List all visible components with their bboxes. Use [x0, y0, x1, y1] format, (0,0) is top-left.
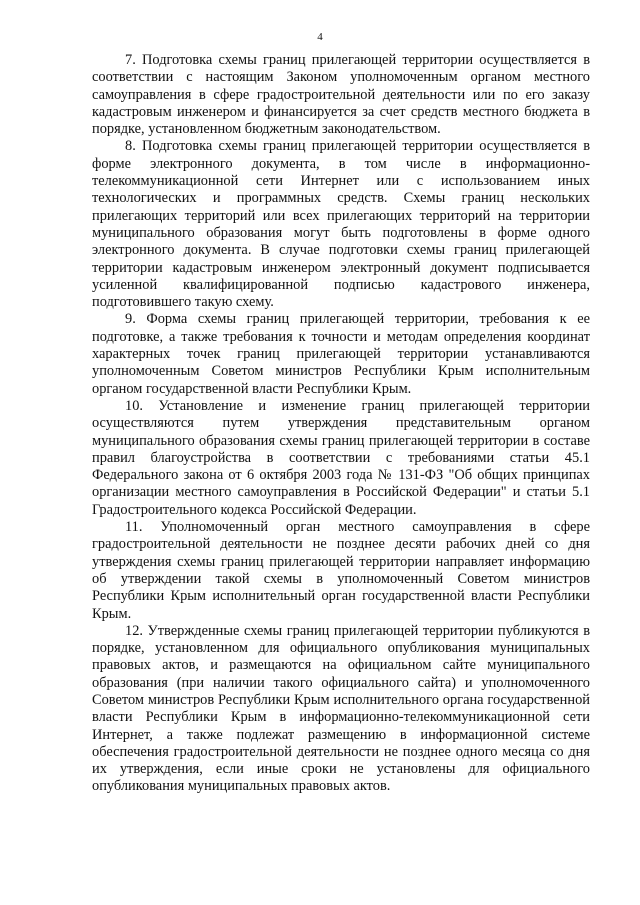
paragraph-9: 9. Форма схемы границ прилегающей территории, требования к ее подготовке, а также требования к точности и методам определения координат характерных точек границ прилегающей территории устанавливаются уполномоченным Советом министров Республики Крым исполнительным органом государственной власти Республики Крым. [92, 311, 590, 397]
paragraph-11: 11. Уполномоченный орган местного самоуправления в сфере градостроительной деятельности не позднее десяти рабочих дней со дня утверждения схемы границ прилегающей территории направляет информацию об утверждении такой схемы в уполномоченный Советом министров Республики Крым исполнительный орган государственной власти Республики Крым. [92, 519, 590, 622]
page-number: 4 [317, 31, 323, 43]
paragraph-10: 10. Установление и изменение границ прилегающей территории осуществляются путем утверждения представительным органом муниципального образования схемы границ прилегающей территории в составе правил благоустройства в соответствии с требованиями статьи 45.1 Федерального закона от 6 октября 2003 года № 131-ФЗ "Об общих принципах организации местного самоуправления в Российской Федерации" и статьи 5.1 Градостроительного кодекса Российской Федерации. [92, 397, 590, 518]
paragraph-7: 7. Подготовка схемы границ прилегающей территории осуществляется в соответствии с настоящим Законом уполномоченным органом местного самоуправления в сфере градостроительной деятельности или по его заказу кадастровым инженером и финансируется за счет средств местного бюджета в порядке, установленном бюджетным законодательством. [92, 52, 590, 138]
document-body [92, 52, 590, 796]
paragraph-8: 8. Подготовка схемы границ прилегающей территории осуществляется в форме электронного документа, в том числе в информационно-телекоммуникационной сети Интернет или с использованием иных технологических и программных средств. Схемы границ нескольких прилегающих территорий или всех прилегающих территорий на территории муниципального образования могут быть подготовлены в форме одного электронного документа. В случае подготовки схемы границ прилегающей территории кадастровым инженером электронный документ подписывается усиленной квалифицированной подписью кадастрового инженера, подготовившего такую схему. [92, 138, 590, 311]
paragraph-12: 12. Утвержденные схемы границ прилегающей территории публикуются в порядке, установленном для официального опубликования муниципальных правовых актов, и размещаются на официальном сайте муниципального образования (при наличии такого официального сайта) и уполномоченного Советом министров Республики Крым исполнительного органа государственной власти Республики Крым в информационно-телекоммуникационной сети Интернет, а также подлежат размещению в информационной системе обеспечения градостроительной деятельности не позднее одного месяца со дня их утверждения, если иные сроки не установлены для официального опубликования муниципальных правовых актов. [92, 622, 590, 795]
